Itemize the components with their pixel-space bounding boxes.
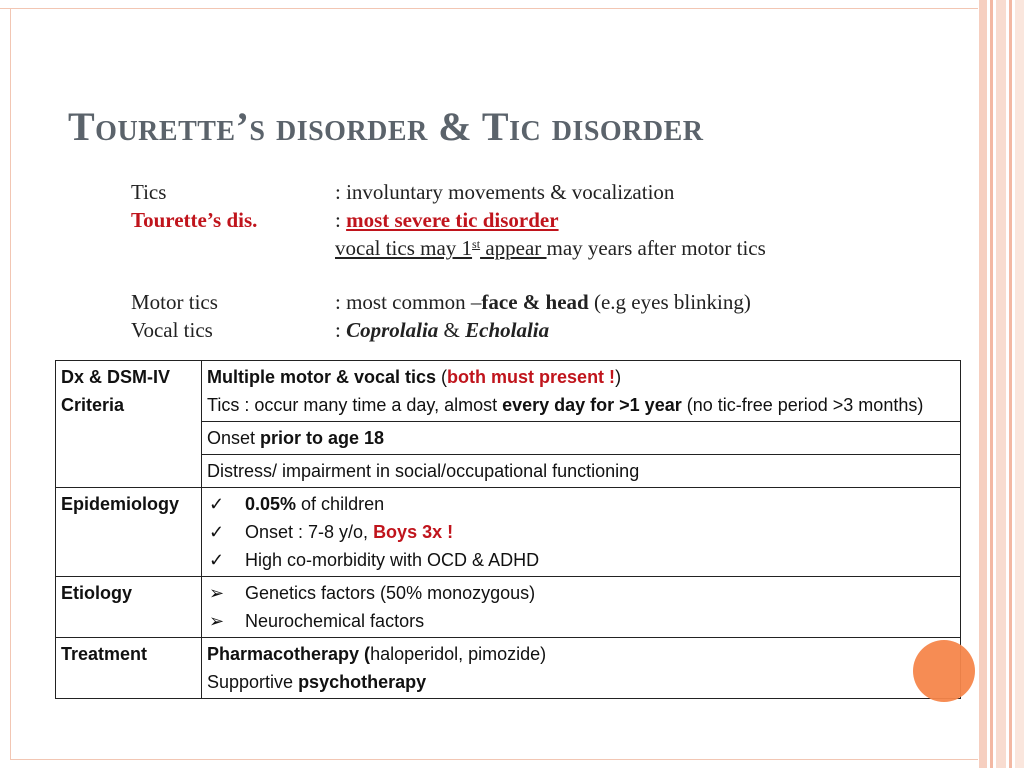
epi-item [207,546,955,574]
dx-r1-a: Multiple motor & vocal tics [207,367,437,387]
dx-r1-b: ( [436,367,448,387]
dx-r2-a: Tics : occur many time a day, almost [207,395,503,415]
epi-3: High co-morbidity with OCD & ADHD [245,550,540,570]
ampersand: & [438,318,466,342]
vocal-desc-a: : [335,318,347,342]
check-icon: ✓ [209,494,225,514]
etio-item [207,579,955,607]
etio-header: Etiology [56,577,202,638]
dx-r2-b: every day for >1 year [502,395,682,415]
coprolalia: Coprolalia [346,318,439,342]
epi-header: Epidemiology [56,488,202,577]
tx-2b: psychotherapy [298,672,427,692]
epi-item [207,518,955,546]
criteria-table [55,360,961,699]
vocal-term: Vocal tics [131,318,213,342]
motor-term: Motor tics [131,290,218,314]
dx-r1-c: both must present ! [447,367,616,387]
dx-r1-d: ) [615,367,622,387]
dx-header [56,361,202,488]
motor-desc-b: face & head [481,290,589,314]
arrow-bullet-icon: ➢ [209,611,225,631]
frame-bottom-line [10,759,978,760]
tourette-desc-row [335,208,559,233]
decor-stripe [979,0,987,768]
decor-stripe [990,0,993,768]
tourette-desc: most severe tic disorder [346,208,559,232]
etio-cell [202,577,961,638]
etio-2: Neurochemical factors [245,611,425,631]
epi-2b: Boys 3x ! [373,522,454,542]
dx-header-line1: Dx & DSM-IV [61,367,171,387]
epi-2a: Onset : 7-8 y/o, [245,522,374,542]
epi-1b: of children [296,494,385,514]
epi-item [207,490,955,518]
tx-2a: Supportive [207,672,299,692]
frame-top-line [0,8,978,9]
check-icon: ✓ [209,522,225,542]
dx-cell-3: Distress/ impairment in social/occupational functioning [202,455,961,488]
check-icon: ✓ [209,550,225,570]
dx-header-line2: Criteria [61,395,125,415]
tx-2 [207,668,955,696]
tx-header: Treatment [56,638,202,699]
tx-1 [207,640,955,668]
colon: : [335,208,347,232]
decor-stripe [1009,0,1012,768]
dx-r1 [207,363,955,391]
vocal-note [335,236,766,261]
echolalia: Echolalia [465,318,550,342]
tx-1a: Pharmacotherapy ( [207,644,371,664]
arrow-bullet-icon: ➢ [209,583,225,603]
decor-stripe [996,0,1006,768]
vocal-note-b: appear [480,236,547,260]
dx-r3-a: Onset [207,428,261,448]
tourette-term: Tourette’s dis. [131,208,258,232]
motor-desc [335,290,751,315]
vocal-desc [335,318,549,343]
tics-desc: : involuntary movements & vocalization [335,180,675,204]
epi-cell [202,488,961,577]
dx-cell-2 [202,422,961,455]
dx-cell-1 [202,361,961,422]
motor-desc-c: (e.g eyes blinking) [588,290,751,314]
tx-1b: haloperidol, pimozide) [370,644,547,664]
tics-term: Tics [131,180,167,204]
frame-left-line [10,8,11,760]
motor-desc-a: : most common – [335,290,482,314]
vocal-note-sup: st [472,237,481,251]
decor-circle [913,640,975,702]
vocal-note-c: may years after motor tics [546,236,766,260]
etio-item [207,607,955,635]
epi-1a: 0.05% [245,494,297,514]
tx-cell [202,638,961,699]
etio-1: Genetics factors (50% monozygous) [245,583,536,603]
dx-r2 [207,391,955,419]
dx-r3-b: prior to age 18 [260,428,385,448]
vocal-note-a: vocal tics may 1 [335,236,473,260]
decor-stripe [1015,0,1024,768]
dx-r2-c: (no tic-free period >3 months) [681,395,924,415]
slide-title: Tourette’s disorder & Tic disorder [68,104,704,149]
